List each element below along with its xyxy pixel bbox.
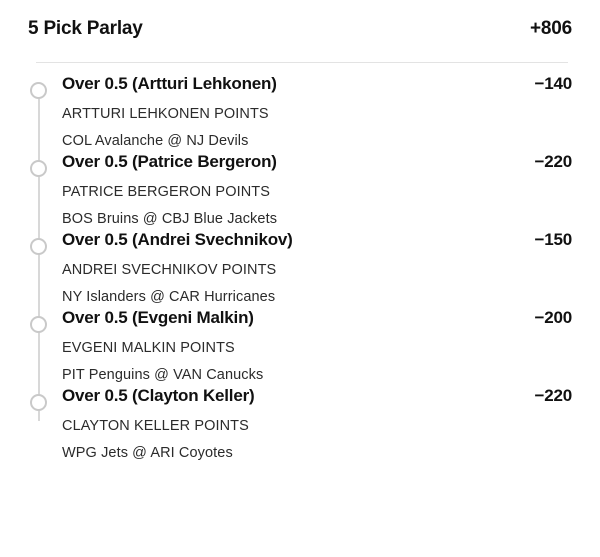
leg-bullet-icon xyxy=(30,160,47,177)
leg-market: ANDREI SVECHNIKOV POINTS xyxy=(62,262,277,278)
leg-odds: −220 xyxy=(534,152,572,171)
leg-market: EVGENI MALKIN POINTS xyxy=(62,340,235,356)
page-title: 5 Pick Parlay xyxy=(28,18,143,39)
list-item[interactable] xyxy=(28,229,572,307)
leg-selection: Over 0.5 (Evgeni Malkin) xyxy=(62,308,254,327)
parlay-header xyxy=(28,0,572,40)
leg-bullet-icon xyxy=(30,82,47,99)
leg-header xyxy=(62,73,572,95)
leg-game: BOS Bruins @ CBJ Blue Jackets xyxy=(62,211,278,227)
leg-header xyxy=(62,229,572,251)
leg-header xyxy=(62,151,572,173)
list-item[interactable] xyxy=(28,73,572,151)
leg-odds: −150 xyxy=(534,230,572,249)
leg-market: CLAYTON KELLER POINTS xyxy=(62,418,249,434)
leg-odds: −200 xyxy=(534,308,572,327)
header-divider xyxy=(36,62,568,63)
leg-selection: Over 0.5 (Andrei Svechnikov) xyxy=(62,230,293,249)
leg-market: ARTTURI LEHKONEN POINTS xyxy=(62,106,269,122)
leg-bullet-icon xyxy=(30,394,47,411)
leg-market: PATRICE BERGERON POINTS xyxy=(62,184,271,200)
leg-game: COL Avalanche @ NJ Devils xyxy=(62,133,249,149)
list-item[interactable] xyxy=(28,385,572,463)
leg-game: PIT Penguins @ VAN Canucks xyxy=(62,367,264,383)
parlay-total-odds: +806 xyxy=(530,18,572,39)
leg-selection: Over 0.5 (Patrice Bergeron) xyxy=(62,152,277,171)
leg-selection: Over 0.5 (Artturi Lehkonen) xyxy=(62,74,277,93)
leg-odds: −140 xyxy=(534,74,572,93)
leg-selection: Over 0.5 (Clayton Keller) xyxy=(62,386,255,405)
leg-game: WPG Jets @ ARI Coyotes xyxy=(62,445,233,461)
parlay-legs-list xyxy=(28,73,572,463)
leg-odds: −220 xyxy=(534,386,572,405)
list-item[interactable] xyxy=(28,307,572,385)
leg-bullet-icon xyxy=(30,316,47,333)
leg-game: NY Islanders @ CAR Hurricanes xyxy=(62,289,276,305)
leg-header xyxy=(62,385,572,407)
leg-header xyxy=(62,307,572,329)
leg-bullet-icon xyxy=(30,238,47,255)
list-item[interactable] xyxy=(28,151,572,229)
